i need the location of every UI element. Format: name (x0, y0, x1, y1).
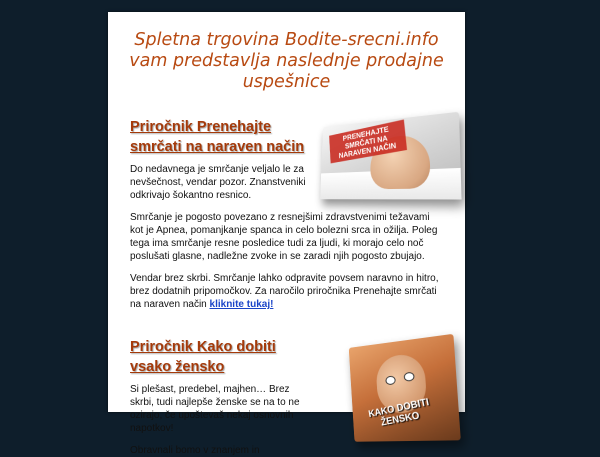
product-paragraph-text: Smrčanje je pogosto povezano z resnejšimi zdravstvenimi težavami kot je Apnea, pomanjkanje spanca in celo bolezni srca in ožilja. Poleg tega ima smrčanje resne posledice tudi za ljudi, ki morajo celo noč poslušati glasne, nadležne zvoke in se zaradi njih pogosto zbujajo. (130, 212, 438, 262)
product-title-link[interactable]: Priročnik Kako dobiti vsako žensko (130, 339, 276, 375)
cover-title-text: KAKO DOBITI ŽENSKO (367, 396, 431, 429)
product-section-snoring (130, 117, 443, 311)
product-section-women (130, 337, 443, 457)
product-paragraph: Si plešast, predebel, majhen… Brez skrbi, tudi najlepše ženske se na to ne ozirajo, če upoštevaš nekaj osnovnih napotkov! (130, 384, 300, 434)
women-book-cover-image[interactable] (349, 334, 461, 442)
order-link[interactable]: kliknite tukaj! (209, 299, 274, 310)
snoring-book-cover-image[interactable] (320, 112, 461, 200)
product-paragraph (130, 211, 443, 263)
product-title-wrapper (130, 337, 315, 377)
product-paragraph: Do nedavnega je smrčanje veljalo le za nevšečnost, vendar pozor. Znanstveniki odkrivajo šokantno resnico. (130, 164, 306, 201)
order-text: Vendar brez skrbi. Smrčanje lahko odpravite povsem naravno in hitro, brez dodatnih pripomočkov. Za naročilo priročnika Prenehajte smrčati na naraven način (130, 273, 439, 310)
product-paragraph: Obravnali bomo v znanjem in (130, 445, 260, 456)
product-paragraph-order (130, 272, 443, 311)
cover-title-text: PRENEHAJTE SMRČATI NA NARAVEN NAČIN (329, 119, 407, 163)
page-headline: Spletna trgovina Bodite-srecni.info vam predstavlja naslednje prodajne uspešnice (129, 30, 444, 92)
product-title-wrapper (130, 117, 315, 157)
email-content-panel (108, 12, 465, 456)
product-title-link[interactable]: Priročnik Prenehajte smrčati na naraven način (130, 119, 305, 155)
